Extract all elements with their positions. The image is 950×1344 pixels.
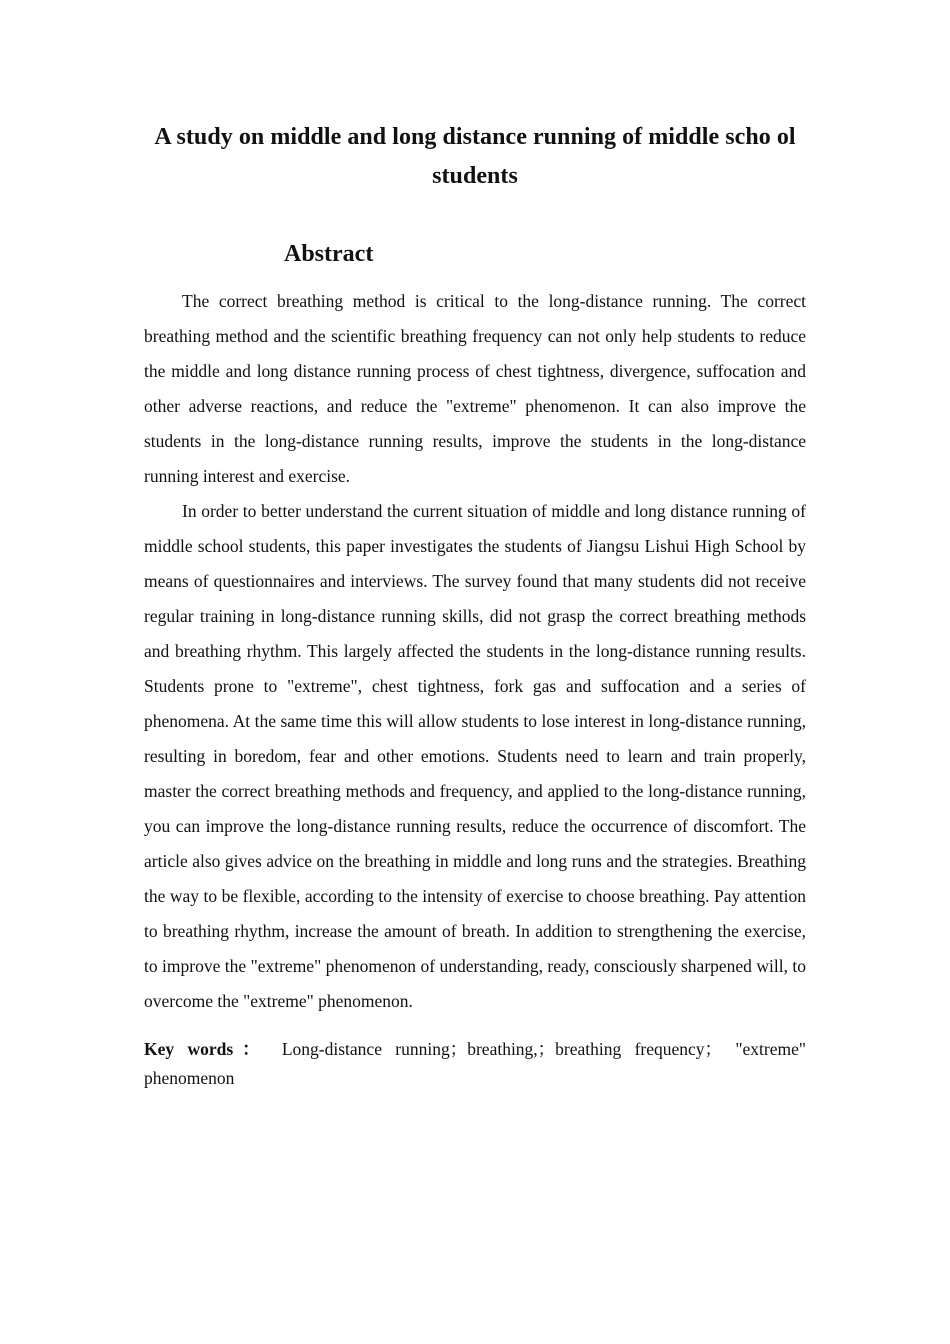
abstract-paragraph-1: The correct breathing method is critical to the long-distance running. The correct breathing method and the scientific breathing frequency can not only help students to reduce the middle and long distance running process of chest tightness, divergence, suffocation and other adverse reactions, and reduce the "extreme" phenomenon. It can also improve the students in the long-distance running results, improve the students in the long-distance running interest and exercise.: [144, 291, 806, 486]
paper-page: [144, 118, 806, 1093]
paper-title: A study on middle and long distance running of middle scho ol students: [154, 124, 796, 189]
keywords: [144, 1035, 806, 1093]
abstract-paragraph-2: In order to better understand the current situation of middle and long distance running of middle school students, this paper investigates the students of Jiangsu Lishui High School by means of questionnaires and interviews. The survey found that many students did not receive regular training in long-distance running skills, did not grasp the correct breathing methods and breathing rhythm. This largely affected the students in the long-distance running results. Students prone to "extreme", chest tightness, fork gas and suffocation and a series of phenomena. At the same time this will allow students to lose interest in long-distance running, resulting in boredom, fear and other emotions. Students need to learn and train properly, master the correct breathing methods and frequency, and applied to the long-distance running, you can improve the long-distance running results, reduce the occurrence of discomfort. The article also gives advice on the breathing in middle and long runs and the strategies. Breathing the way to be flexible, according to the intensity of exercise to choose breathing. Pay attention to breathing rhythm, increase the amount of breath. In addition to strengthening the exercise, to improve the "extreme" phenomenon of understanding, ready, consciously sharpened will, to overcome the "extreme" phenomenon.: [144, 501, 806, 1011]
abstract-heading: Abstract: [284, 241, 374, 267]
keywords-label: Key words：: [144, 1039, 269, 1059]
keywords-text: Long-distance running；breathing,；breathing frequency； "extreme" phenomenon: [144, 1039, 806, 1088]
